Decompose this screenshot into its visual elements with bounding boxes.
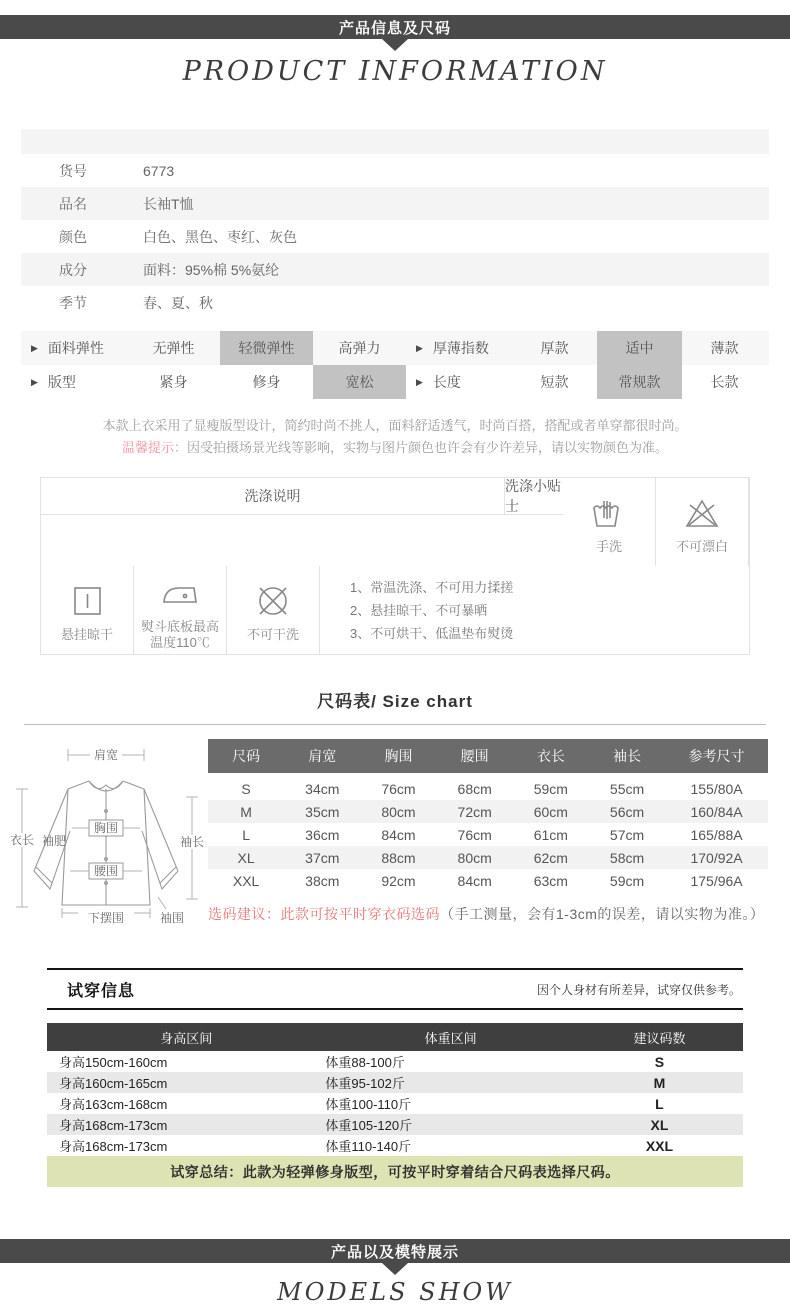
hang-dry-icon [67,582,107,620]
size-col-header: 尺码 [232,748,261,764]
right-arrow-icon: ▶ [416,376,423,387]
washing-item-hand-wash [563,478,656,566]
info-value: 长袖T恤 [143,195,194,212]
washing-tip: 1、常温洗涤、不可用力揉搓 [350,579,514,595]
tryon-cell: 身高150cm-160cm [59,1055,168,1070]
washing-instructions-table [40,477,750,655]
size-cell: M [240,803,252,820]
size-col-header: 衣长 [536,748,565,764]
attr-label-thickness: 厚薄指数 [432,340,489,356]
attr-group-label [406,365,512,399]
diagram-label-shoulder: 肩宽 [93,748,119,762]
attr-option: 长款 [710,374,739,390]
size-cell: 165/88A [690,826,743,843]
attr-group-label [21,331,127,365]
size-cell: 84cm [381,826,416,843]
right-arrow-icon: ▶ [31,342,38,353]
divider-line [24,724,766,725]
product-info-table [21,129,769,319]
tip-label: 温馨提示： [121,440,187,455]
info-value: 6773 [143,162,175,179]
size-cell: 55cm [609,780,645,797]
size-advice-note: （手工测量，会有1-3cm的误差，请以实物为准。） [440,906,765,922]
diagram-label-waist: 腰围 [93,864,119,878]
info-label: 颜色 [59,228,87,245]
diagram-label-sleeve-width: 袖肥 [41,834,67,848]
attr-option: 紧身 [159,374,188,390]
tryon-header [47,968,743,1010]
banner-pointer-triangle [382,1263,408,1275]
section-banner-product-info [0,15,790,39]
size-cell: S [241,780,251,797]
info-label: 季节 [59,294,87,311]
size-chart-title: 尺码表/ Size chart [317,692,473,711]
size-col-header: 参考尺寸 [688,748,745,764]
info-value: 白色、黑色、枣红、灰色 [143,228,297,245]
tryon-row-m [47,1072,743,1093]
size-chart-section [0,739,790,936]
size-cell: 84cm [457,872,492,889]
info-label: 货号 [59,162,87,179]
tryon-row-l [47,1093,743,1114]
attr-option: 高弹力 [338,340,381,356]
section-title-english: PRODUCT INFORMATION [182,56,608,87]
size-cell: 155/80A [690,780,743,797]
section-banner-models-show [0,1239,790,1263]
washing-tips-title: 洗涤小贴士 [505,478,561,514]
tryon-cell: 身高163cm-168cm [59,1097,168,1112]
size-cell: 170/92A [690,849,743,866]
tryon-cell: 体重88-100斤 [325,1055,405,1070]
info-row-composition [21,253,769,286]
tryon-cell: XXL [645,1137,674,1154]
product-description [0,415,790,459]
attr-option: 短款 [540,374,569,390]
size-col-header: 袖长 [613,748,642,764]
washing-item-iron-temp [134,566,227,654]
tryon-cell: 体重110-140斤 [325,1139,412,1154]
size-table-header [208,739,768,773]
size-cell: 76cm [457,826,492,843]
attr-group-label [21,365,127,399]
washing-item-label: 熨斗底板最高温度110℃ [140,618,219,650]
description-tip-line [0,437,790,459]
right-arrow-icon: ▶ [31,376,38,387]
tryon-row-xl [47,1114,743,1135]
hand-wash-icon [589,494,629,532]
info-row-product-name [21,187,769,220]
info-value: 春、夏、秋 [143,294,213,311]
attr-label-elasticity: 面料弹性 [47,340,104,356]
size-cell: 59cm [609,872,645,889]
diagram-label-length: 衣长 [9,833,35,847]
description-line: 本款上衣采用了显瘦版型设计，简约时尚不挑人，面料舒适透气，时尚百搭，搭配或者单穿都很时尚。 [102,418,688,433]
tryon-cell: S [654,1053,665,1070]
tryon-cell: 身高168cm-173cm [59,1118,168,1133]
size-row-s [208,777,768,800]
attr-option-selected: 常规款 [597,365,682,399]
size-cell: 58cm [609,849,645,866]
size-row-xxl [208,869,768,892]
size-cell: 37cm [305,849,340,866]
size-cell: 35cm [305,803,340,820]
diagram-label-cuff: 袖围 [159,911,185,925]
size-cell: 72cm [457,803,492,820]
size-advice [208,904,768,924]
tryon-col-header: 建议码数 [633,1030,686,1046]
washing-item-label: 不可漂白 [675,538,728,554]
size-col-header: 腰围 [460,748,489,764]
size-col-header: 胸围 [384,748,413,764]
tryon-row-s [47,1051,743,1072]
no-dry-clean-icon [253,582,293,620]
tip-text: 因受拍摄场景光线等影响，实物与图片颜色也许会有少许差异，请以实物颜色为准。 [187,440,669,455]
size-cell: 80cm [457,849,492,866]
banner-pointer-triangle [382,39,408,51]
shirt-diagram-svg [6,739,206,931]
washing-item-label: 手洗 [595,538,622,554]
attr-option-selected: 适中 [597,331,682,365]
table-header-strip [21,129,769,154]
tryon-cell: L [655,1095,664,1112]
attr-label-length: 长度 [432,374,461,390]
no-bleach-icon [682,494,722,532]
diagram-label-sleeve-length: 袖长 [179,835,205,849]
size-cell: 76cm [381,780,416,797]
info-row-colors [21,220,769,253]
banner-title: 产品以及模特展示 [330,1243,459,1261]
size-cell: 56cm [609,803,645,820]
size-cell: 68cm [457,780,492,797]
attr-label-fit: 版型 [47,374,76,390]
size-advice-highlight: 选码建议：此款可按平时穿衣码选码 [208,906,440,922]
tryon-cell: XL [650,1116,669,1133]
diagram-label-chest: 胸围 [93,821,119,835]
section-title-english: MODELS SHOW [277,1278,513,1306]
washing-tip: 2、悬挂晾干、不可暴晒 [350,602,488,618]
size-row-xl [208,846,768,869]
size-cell: 80cm [381,803,416,820]
size-cell: 63cm [533,872,568,889]
size-cell: 34cm [305,780,340,797]
tryon-cell: 身高160cm-165cm [59,1076,168,1091]
washing-item-hang-dry [41,566,134,654]
size-cell: 61cm [533,826,568,843]
attr-option: 厚款 [540,340,569,356]
tryon-cell: 体重95-102斤 [325,1076,405,1091]
tryon-cell: 体重100-110斤 [325,1097,412,1112]
info-row-item-number [21,154,769,187]
tryon-cell: 体重105-120斤 [325,1118,413,1133]
washing-item-label: 悬挂晾干 [60,626,113,642]
tryon-section [47,968,743,1187]
size-cell: 36cm [305,826,340,843]
attr-row-fit-length [21,365,769,399]
size-col-header: 肩宽 [308,748,337,764]
banner-title: 产品信息及尺码 [338,19,451,37]
size-cell: 38cm [305,872,340,889]
washing-tips-list [320,566,749,654]
iron-max-110-icon [159,574,201,612]
tryon-cell: M [653,1074,666,1091]
size-cell: 160/84A [690,803,743,820]
attribute-selector-rows [21,331,769,399]
washing-item-no-bleach [656,478,749,566]
attr-option: 无弹性 [152,340,195,356]
size-cell: XL [237,849,255,866]
size-cell: 88cm [381,849,416,866]
size-cell: 57cm [609,826,645,843]
tryon-cell: 身高168cm-173cm [59,1139,168,1154]
size-cell: 62cm [533,849,568,866]
tryon-col-header: 身高区间 [160,1030,213,1046]
washing-item-no-dry-clean [227,566,320,654]
tryon-note: 因个人身材有所差异，试穿仅供参考。 [536,982,741,997]
tryon-row-xxl [47,1135,743,1156]
size-cell: 60cm [533,803,568,820]
size-table [208,739,768,936]
attr-option: 修身 [252,374,281,390]
info-row-season [21,286,769,319]
size-cell: 92cm [381,872,416,889]
tryon-title: 试穿信息 [67,982,136,1000]
washing-tip: 3、不可烘干、低温垫布熨烫 [350,625,514,641]
attr-option: 薄款 [710,340,739,356]
right-arrow-icon: ▶ [416,342,423,353]
tryon-table-header [47,1023,743,1051]
size-cell: XXL [232,872,260,889]
washing-item-label: 不可干洗 [246,626,299,642]
attr-row-elasticity-thickness [21,331,769,365]
attr-option-selected: 宽松 [313,365,406,399]
size-cell: L [242,826,250,843]
info-value: 面料：95%棉 5%氨纶 [143,261,280,278]
info-label: 品名 [59,195,87,212]
attr-option-selected: 轻微弹性 [220,331,313,365]
size-row-l [208,823,768,846]
tryon-summary: 试穿总结：此款为轻弹修身版型，可按平时穿着结合尺码表选择尺码。 [47,1156,743,1187]
washing-title: 洗涤说明 [41,478,505,515]
size-cell: 175/96A [690,872,743,889]
size-row-m [208,800,768,823]
attr-group-label [406,331,512,365]
size-cell: 59cm [533,780,568,797]
tryon-table [47,1023,743,1187]
info-label: 成分 [59,261,87,278]
tryon-col-header: 体重区间 [424,1030,477,1046]
diagram-label-hem: 下摆围 [87,911,125,925]
shirt-measurement-diagram [0,739,206,936]
